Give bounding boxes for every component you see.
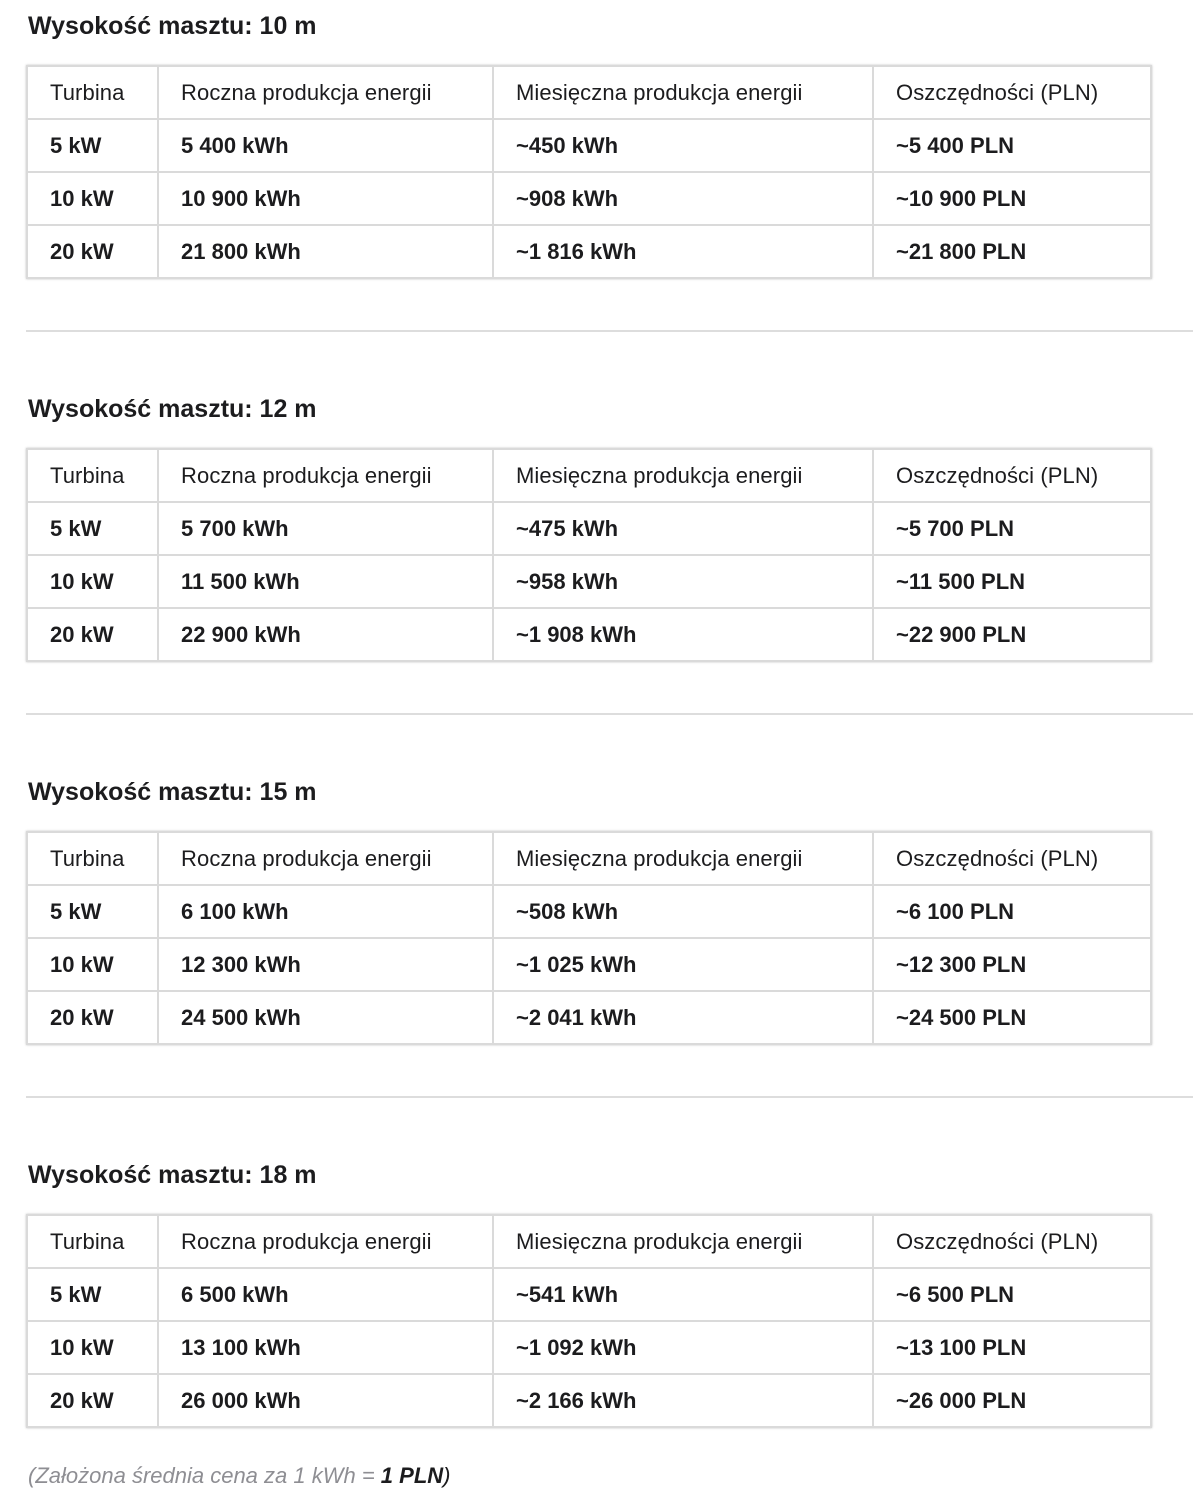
table-row xyxy=(27,991,1151,1044)
column-header-monthly-production: Miesięczna produkcja energii xyxy=(493,449,873,502)
section-title: Wysokość masztu: 10 m xyxy=(28,12,317,40)
cell-annual: 10 900 kWh xyxy=(158,172,493,225)
cell-annual: 5 400 kWh xyxy=(158,119,493,172)
cell-turbine: 5 kW xyxy=(27,119,158,172)
cell-savings: ~12 300 PLN xyxy=(873,938,1151,991)
cell-turbine: 10 kW xyxy=(27,1321,158,1374)
column-header-savings: Oszczędności (PLN) xyxy=(873,66,1151,119)
table-row xyxy=(27,172,1151,225)
cell-savings: ~22 900 PLN xyxy=(873,608,1151,661)
cell-savings: ~13 100 PLN xyxy=(873,1321,1151,1374)
section-title: Wysokość masztu: 15 m xyxy=(28,778,317,806)
table-header-row xyxy=(27,1215,1151,1268)
cell-turbine: 5 kW xyxy=(27,502,158,555)
cell-monthly: ~2 041 kWh xyxy=(493,991,873,1044)
table-row xyxy=(27,225,1151,278)
footnote-suffix: ) xyxy=(443,1463,451,1488)
cell-annual: 11 500 kWh xyxy=(158,555,493,608)
cell-turbine: 10 kW xyxy=(27,938,158,991)
cell-monthly: ~541 kWh xyxy=(493,1268,873,1321)
cell-annual: 6 500 kWh xyxy=(158,1268,493,1321)
cell-annual: 5 700 kWh xyxy=(158,502,493,555)
cell-annual: 13 100 kWh xyxy=(158,1321,493,1374)
column-header-monthly-production: Miesięczna produkcja energii xyxy=(493,66,873,119)
section-title: Wysokość masztu: 18 m xyxy=(28,1161,317,1189)
cell-turbine: 5 kW xyxy=(27,1268,158,1321)
cell-savings: ~11 500 PLN xyxy=(873,555,1151,608)
cell-monthly: ~2 166 kWh xyxy=(493,1374,873,1427)
section-title: Wysokość masztu: 12 m xyxy=(28,395,317,423)
table-row xyxy=(27,119,1151,172)
cell-savings: ~6 500 PLN xyxy=(873,1268,1151,1321)
column-header-monthly-production: Miesięczna produkcja energii xyxy=(493,832,873,885)
column-header-savings: Oszczędności (PLN) xyxy=(873,1215,1151,1268)
table-row xyxy=(27,885,1151,938)
energy-table xyxy=(26,1214,1152,1428)
cell-annual: 22 900 kWh xyxy=(158,608,493,661)
table-row xyxy=(27,1321,1151,1374)
energy-table xyxy=(26,448,1152,662)
column-header-turbine: Turbina xyxy=(27,66,158,119)
cell-turbine: 20 kW xyxy=(27,608,158,661)
cell-turbine: 20 kW xyxy=(27,1374,158,1427)
table-row xyxy=(27,1374,1151,1427)
cell-monthly: ~1 092 kWh xyxy=(493,1321,873,1374)
cell-savings: ~5 700 PLN xyxy=(873,502,1151,555)
table-row xyxy=(27,938,1151,991)
column-header-annual-production: Roczna produkcja energii xyxy=(158,449,493,502)
section-divider xyxy=(26,1096,1193,1098)
cell-turbine: 5 kW xyxy=(27,885,158,938)
cell-monthly: ~908 kWh xyxy=(493,172,873,225)
cell-savings: ~10 900 PLN xyxy=(873,172,1151,225)
cell-monthly: ~1 025 kWh xyxy=(493,938,873,991)
cell-turbine: 20 kW xyxy=(27,991,158,1044)
table-row xyxy=(27,608,1151,661)
table-row xyxy=(27,555,1151,608)
column-header-turbine: Turbina xyxy=(27,449,158,502)
cell-annual: 26 000 kWh xyxy=(158,1374,493,1427)
cell-monthly: ~958 kWh xyxy=(493,555,873,608)
cell-turbine: 10 kW xyxy=(27,555,158,608)
energy-table xyxy=(26,65,1152,279)
footnote-value: 1 PLN xyxy=(380,1463,444,1488)
footnote-prefix: (Założona średnia cena za 1 kWh = xyxy=(28,1463,381,1488)
energy-table xyxy=(26,831,1152,1045)
table-header-row xyxy=(27,832,1151,885)
cell-monthly: ~475 kWh xyxy=(493,502,873,555)
cell-savings: ~24 500 PLN xyxy=(873,991,1151,1044)
cell-monthly: ~1 816 kWh xyxy=(493,225,873,278)
table-header-row xyxy=(27,66,1151,119)
cell-annual: 6 100 kWh xyxy=(158,885,493,938)
cell-monthly: ~1 908 kWh xyxy=(493,608,873,661)
section-divider xyxy=(26,713,1193,715)
cell-monthly: ~508 kWh xyxy=(493,885,873,938)
column-header-annual-production: Roczna produkcja energii xyxy=(158,832,493,885)
cell-savings: ~6 100 PLN xyxy=(873,885,1151,938)
column-header-savings: Oszczędności (PLN) xyxy=(873,832,1151,885)
table-row xyxy=(27,502,1151,555)
cell-turbine: 20 kW xyxy=(27,225,158,278)
cell-savings: ~21 800 PLN xyxy=(873,225,1151,278)
cell-annual: 12 300 kWh xyxy=(158,938,493,991)
column-header-annual-production: Roczna produkcja energii xyxy=(158,1215,493,1268)
price-footnote xyxy=(28,1463,450,1489)
column-header-annual-production: Roczna produkcja energii xyxy=(158,66,493,119)
column-header-turbine: Turbina xyxy=(27,832,158,885)
cell-savings: ~5 400 PLN xyxy=(873,119,1151,172)
column-header-turbine: Turbina xyxy=(27,1215,158,1268)
cell-savings: ~26 000 PLN xyxy=(873,1374,1151,1427)
table-header-row xyxy=(27,449,1151,502)
table-row xyxy=(27,1268,1151,1321)
section-divider xyxy=(26,330,1193,332)
cell-monthly: ~450 kWh xyxy=(493,119,873,172)
cell-annual: 24 500 kWh xyxy=(158,991,493,1044)
cell-annual: 21 800 kWh xyxy=(158,225,493,278)
column-header-savings: Oszczędności (PLN) xyxy=(873,449,1151,502)
cell-turbine: 10 kW xyxy=(27,172,158,225)
column-header-monthly-production: Miesięczna produkcja energii xyxy=(493,1215,873,1268)
